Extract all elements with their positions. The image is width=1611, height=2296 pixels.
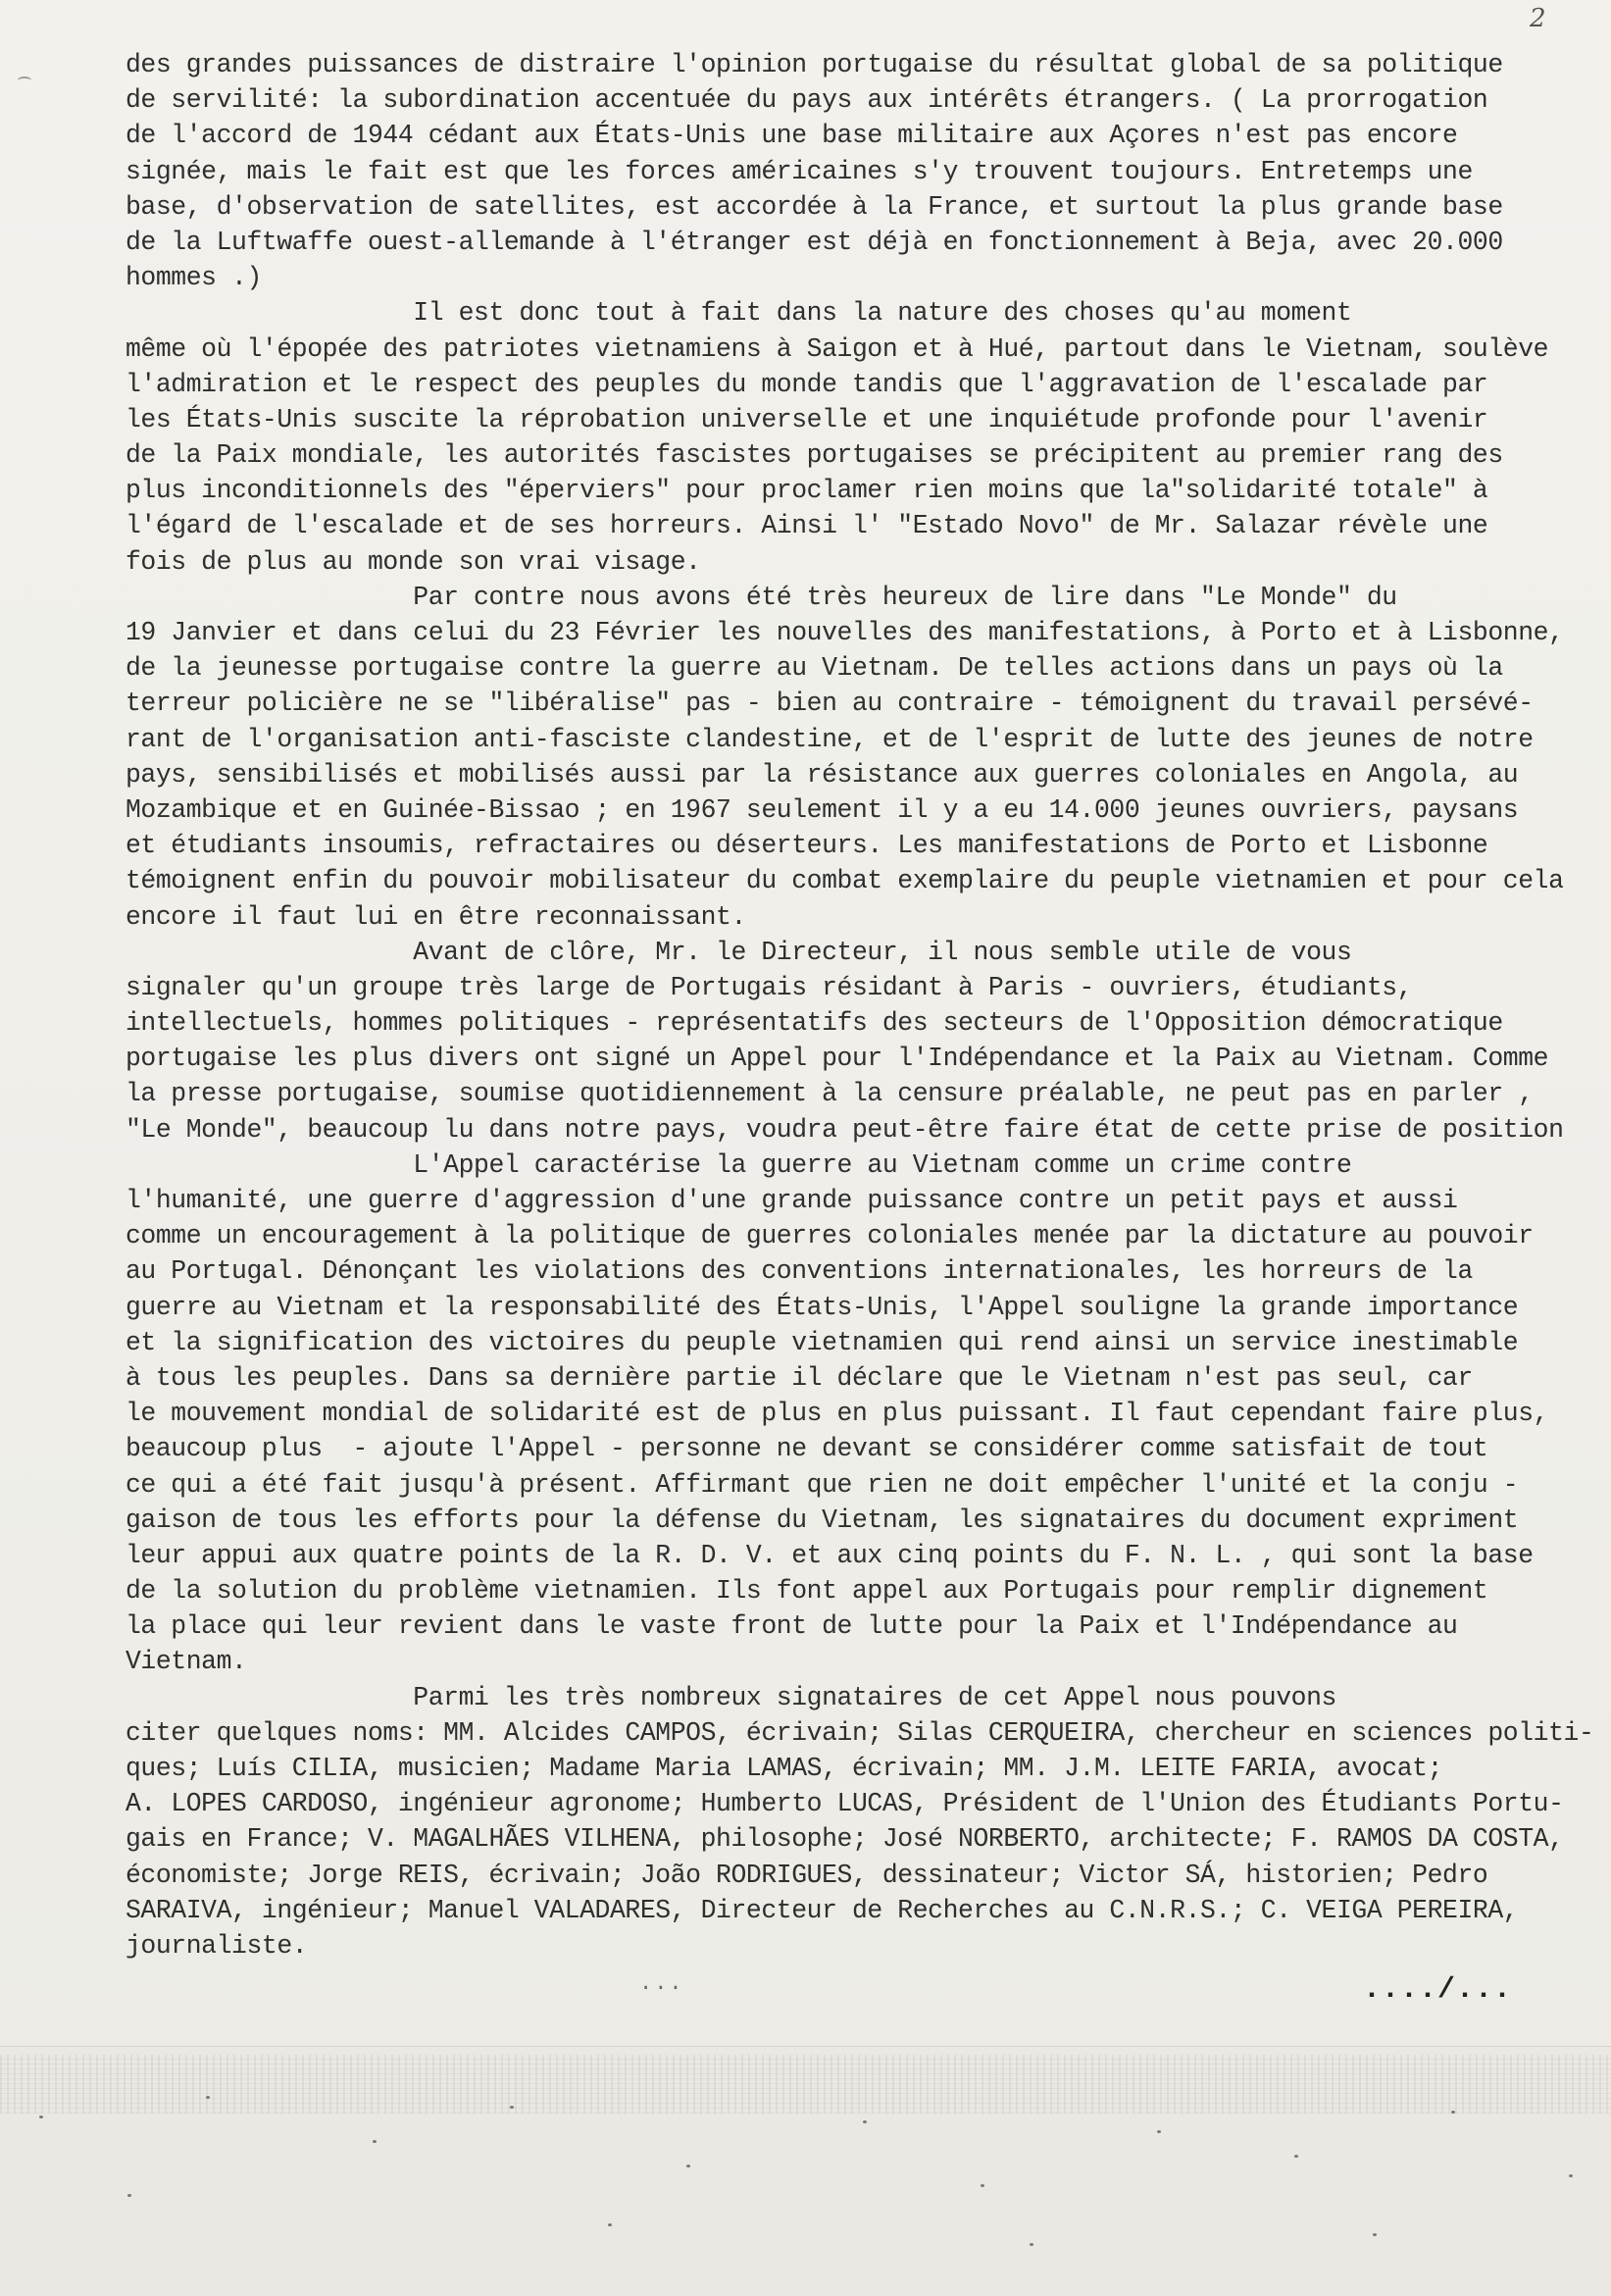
text-line: ques; Luís CILIA, musicien; Madame Maria LAMAS, écrivain; MM. J.M. LEITE FARIA, avocat; — [126, 1754, 1443, 1783]
text-line: Vietnam. — [126, 1647, 247, 1677]
scan-speck — [1373, 2233, 1377, 2236]
scan-border-strip — [0, 2046, 1611, 2296]
text-line: à tous les peuples. Dans sa dernière partie il déclare que le Vietnam n'est pas seul, car — [126, 1362, 1473, 1393]
text-line: au Portugal. Dénonçant les violations des conventions internationales, les horreurs de la — [126, 1256, 1473, 1287]
text-line: Il est donc tout à fait dans la nature des choses qu'au moment — [126, 298, 1352, 329]
scan-texture — [0, 2055, 1611, 2114]
text-line: les États-Unis suscite la réprobation universelle et une inquiétude profonde pour l'avenir — [126, 404, 1488, 434]
scan-speck — [39, 2116, 43, 2118]
text-line: guerre au Vietnam et la responsabilité des États-Unis, l'Appel souligne la grande importance — [126, 1292, 1519, 1322]
text-line: plus inconditionnels des "éperviers" pour proclamer rien moins que la"solidarité totale" à — [126, 476, 1488, 506]
text-line: gaison de tous les efforts pour la défense du Vietnam, les signataires du document expriment — [126, 1505, 1519, 1535]
text-line: journaliste. — [126, 1930, 308, 1961]
text-line: de la Paix mondiale, les autorités fascistes portugaises se précipitent au premier rang des — [126, 440, 1503, 471]
text-line: même où l'épopée des patriotes vietnamiens à Saigon et à Hué, partout dans le Vietnam, soulève — [126, 333, 1549, 364]
text-line: et étudiants insoumis, refractaires ou déserteurs. Les manifestations de Porto et Lisbonne — [126, 831, 1488, 861]
scan-speck — [608, 2223, 612, 2226]
text-line: signaler qu'un groupe très large de Portugais résidant à Paris - ouvriers, étudiants, — [126, 972, 1413, 1002]
text-line: la place qui leur revient dans le vaste front de lutte pour la Paix et l'Indépendance au — [126, 1611, 1458, 1642]
text-line: base, d'observation de satellites, est accordée à la France, et surtout la plus grande base — [126, 191, 1503, 222]
text-line: économiste; Jorge REIS, écrivain; João RODRIGUES, dessinateur; Victor SÁ, historien; Pedro — [126, 1860, 1488, 1890]
text-line: l'égard de l'escalade et de ses horreurs. Ainsi l' "Estado Novo" de Mr. Salazar révèle une — [126, 511, 1488, 541]
scan-speck — [373, 2140, 377, 2143]
continued-mark: ..../... — [1363, 1973, 1513, 2007]
text-line: signée, mais le fait est que les forces américaines s'y trouvent toujours. Entretemps une — [126, 156, 1473, 186]
text-line: citer quelques noms: MM. Alcides CAMPOS, écrivain; Silas CERQUEIRA, chercheur en sciences politi- — [126, 1717, 1594, 1748]
text-line: le mouvement mondial de solidarité est de plus en plus puissant. Il faut cependant faire plus, — [126, 1399, 1549, 1429]
text-line: de la solution du problème vietnamien. Ils font appel aux Portugais pour remplir dignement — [126, 1576, 1488, 1607]
text-line: Parmi les très nombreux signataires de cet Appel nous pouvons — [126, 1682, 1336, 1712]
text-line: de l'accord de 1944 cédant aux États-Unis une base militaire aux Açores n'est pas encore — [126, 121, 1458, 151]
text-line: Par contre nous avons été très heureux de lire dans "Le Monde" du — [126, 582, 1397, 612]
text-line: de la Luftwaffe ouest-allemande à l'étranger est déjà en fonctionnement à Beja, avec 20.000 — [126, 227, 1503, 257]
scan-speck — [686, 2165, 690, 2168]
text-line: SARAIVA, ingénieur; Manuel VALADARES, Directeur de Recherches au C.N.R.S.; C. VEIGA PEREIRA, — [126, 1895, 1519, 1925]
text-line: 19 Janvier et dans celui du 23 Février les nouvelles des manifestations, à Porto et à Lisbonne, — [126, 618, 1564, 647]
scan-speck — [1294, 2155, 1298, 2158]
text-line: gais en France; V. MAGALHÃES VILHENA, philosophe; José NORBERTO, architecte; F. RAMOS DA COSTA, — [126, 1824, 1564, 1855]
text-line: pays, sensibilisés et mobilisés aussi par la résistance aux guerres coloniales en Angola, au — [126, 759, 1519, 790]
scan-speck — [1569, 2174, 1573, 2177]
text-line: la presse portugaise, soumise quotidiennement à la censure préalable, ne peut pas en parler , — [126, 1079, 1534, 1109]
text-line: portugaise les plus divers ont signé un Appel pour l'Indépendance et la Paix au Vietnam. Comme — [126, 1044, 1549, 1074]
text-line: Avant de clôre, Mr. le Directeur, il nous semble utile de vous — [126, 937, 1352, 967]
scan-speck — [510, 2106, 514, 2109]
scan-speck — [1451, 2111, 1455, 2114]
text-line: "Le Monde", beaucoup lu dans notre pays, voudra peut-être faire état de cette prise de position — [126, 1114, 1564, 1145]
text-line: fois de plus au monde son vrai visage. — [126, 546, 701, 577]
scan-speck — [1157, 2130, 1161, 2133]
margin-mark — [18, 77, 31, 84]
scan-speck — [1030, 2243, 1033, 2246]
text-line: L'Appel caractérise la guerre au Vietnam comme un crime contre — [126, 1149, 1352, 1180]
text-line: beaucoup plus - ajoute l'Appel - personne ne devant se considérer comme satisfait de tout — [126, 1434, 1488, 1464]
text-line: Mozambique et en Guinée-Bissao ; en 1967 seulement il y a eu 14.000 jeunes ouvriers, paysans — [126, 794, 1519, 825]
page-number: 2 — [1530, 4, 1546, 33]
text-line: l'admiration et le respect des peuples du monde tandis que l'aggravation de l'escalade par — [126, 369, 1488, 399]
text-line: de servilité: la subordination accentuée du pays aux intérêts étrangers. ( La prorrogation — [126, 85, 1488, 116]
scan-speck — [127, 2194, 131, 2197]
text-line: des grandes puissances de distraire l'opinion portugaise du résultat global de sa politique — [126, 50, 1503, 79]
text-line: leur appui aux quatre points de la R. D. V. et aux cinq points du F. N. L. , qui sont la base — [126, 1540, 1534, 1570]
text-line: rant de l'organisation anti-fasciste clandestine, et de l'esprit de lutte des jeunes de notre — [126, 724, 1534, 754]
scan-speck — [981, 2184, 984, 2187]
text-line: terreur policière ne se "libéralise" pas - bien au contraire - témoignent du travail persévé- — [126, 689, 1534, 719]
text-line: témoignent enfin du pouvoir mobilisateur du combat exemplaire du peuple vietnamien et pour cela — [126, 866, 1564, 896]
text-line: A. LOPES CARDOSO, ingénieur agronome; Humberto LUCAS, Président de l'Union des Étudiants Portu- — [126, 1789, 1564, 1819]
text-line: ce qui a été fait jusqu'à présent. Affirmant que rien ne doit empêcher l'unité et la conju - — [126, 1469, 1519, 1500]
text-line: intellectuels, hommes politiques - représentatifs des secteurs de l'Opposition démocratique — [126, 1008, 1503, 1039]
scan-speck — [863, 2120, 867, 2123]
text-line: encore il faut lui en être reconnaissant. — [126, 901, 746, 932]
text-line: hommes .) — [126, 263, 262, 293]
scan-speck — [206, 2096, 210, 2099]
text-line: comme un encouragement à la politique de guerres coloniales menée par la dictature au pouvoir — [126, 1221, 1534, 1251]
text-line: et la signification des victoires du peuple vietnamien qui rend ainsi un service inestimable — [126, 1327, 1519, 1357]
ellipsis-mark: ... — [639, 1971, 684, 1996]
text-line: de la jeunesse portugaise contre la guerre au Vietnam. De telles actions dans un pays où la — [126, 653, 1503, 684]
text-line: l'humanité, une guerre d'aggression d'une grande puissance contre un petit pays et aussi — [126, 1186, 1458, 1215]
letter-body — [126, 47, 1606, 1964]
